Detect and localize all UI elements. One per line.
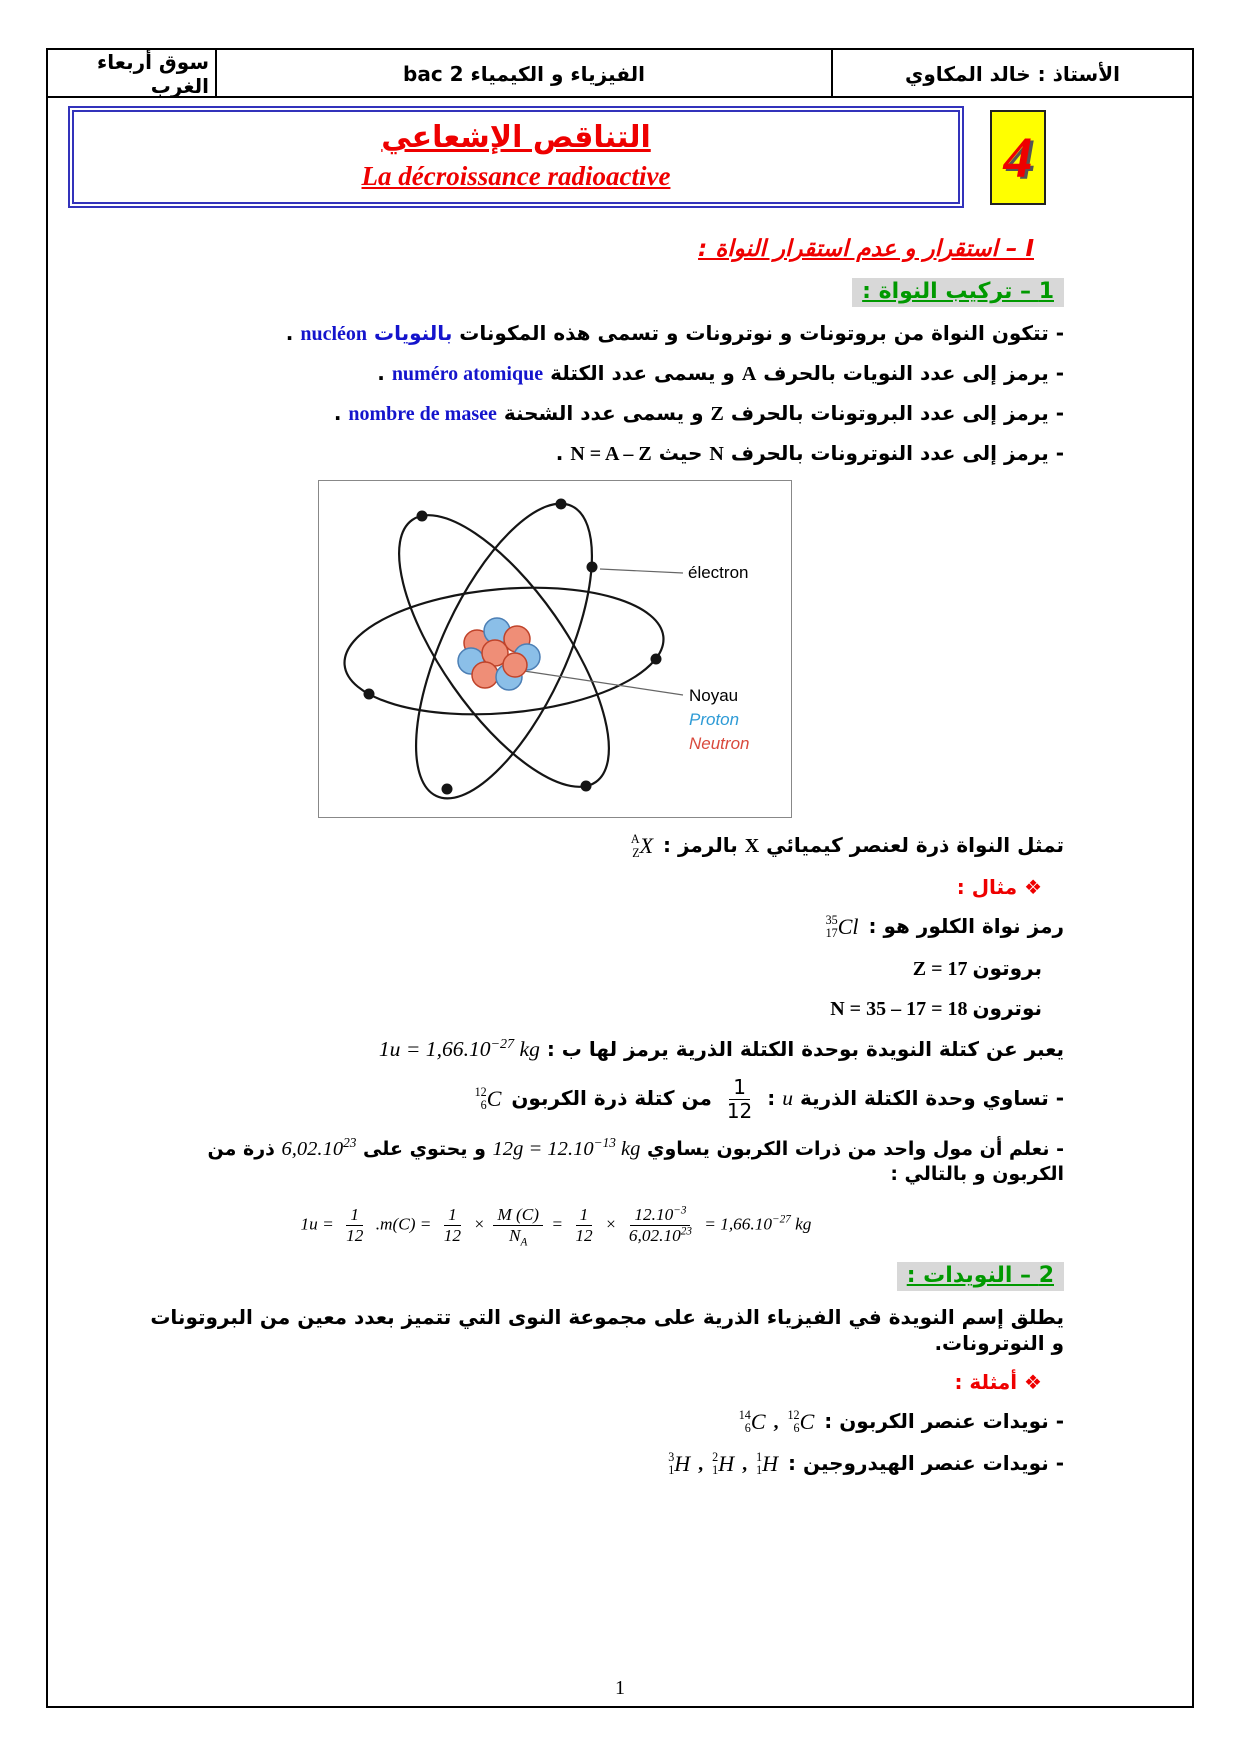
gray-strip: [852, 278, 1064, 307]
nucleus: [458, 618, 540, 690]
text-segment: 23: [343, 1134, 357, 1150]
fraction: [342, 1205, 367, 1246]
carbon-nuclides-line: [148, 1408, 1064, 1437]
bullet-mass-number: [148, 360, 1064, 387]
text-segment: و يسمى عدد الشحنة: [496, 401, 711, 425]
text-segment: تمثل النواة ذرة لعنصر كيميائي: [759, 833, 1064, 857]
text-segment: .: [285, 321, 301, 345]
mass-unit-equality-line: [148, 1076, 1064, 1123]
page-number: 1: [615, 1677, 625, 1699]
atom-svg: [319, 481, 789, 813]
text-segment: ×: [469, 1214, 490, 1234]
nuclide-notation: 12 6 C: [474, 1084, 502, 1113]
text-segment: −13: [593, 1134, 616, 1150]
diagram-labels: [688, 563, 749, 753]
nucleus-symbol-line: [148, 832, 1064, 861]
mole-of-carbon-line: [148, 1136, 1064, 1187]
nuclide-notation: 12 6 C: [787, 1407, 815, 1436]
text-segment: A: [741, 363, 757, 385]
text-segment: =: [547, 1214, 568, 1234]
text-segment: ❖ مثال :: [956, 874, 1042, 899]
lesson-title-french: La décroissance radioactive: [361, 161, 671, 191]
nuclide-notation: 2 1 H: [712, 1449, 735, 1478]
nuclide-notation: A Z X: [630, 832, 654, 860]
text-segment: ,: [768, 1410, 784, 1433]
text-segment: .: [333, 401, 349, 425]
text-segment: .: [377, 361, 392, 385]
text-segment: nucléon: [300, 323, 368, 345]
text-segment: 1: [733, 1074, 746, 1099]
text-segment: 1: [350, 1205, 360, 1224]
section-2-heading: [148, 1262, 1064, 1291]
text-segment: حيث: [651, 441, 710, 465]
sub-1-heading-text: 1 – تركيب النواة :: [862, 279, 1054, 304]
text-segment: 23: [680, 1225, 692, 1238]
text-segment: kg: [790, 1214, 812, 1234]
text-segment: X: [744, 835, 760, 857]
text-segment: 6,02.10: [628, 1225, 681, 1245]
text-segment: Z = 17: [912, 957, 973, 980]
noyau-label: Noyau: [689, 686, 739, 705]
text-segment: .: [555, 441, 571, 465]
text-segment: رمز نواة الكلور هو :: [861, 913, 1064, 938]
text-segment: kg: [514, 1036, 540, 1061]
text-segment: 12: [346, 1225, 364, 1245]
text-segment: 12.10: [634, 1205, 674, 1224]
text-segment: من كتلة ذرة الكربون: [504, 1085, 719, 1110]
text-segment: و يحتوي على: [356, 1137, 493, 1160]
examples-heading: [148, 1369, 1064, 1395]
text-segment: 1u = 1,66.10: [378, 1036, 491, 1061]
text-segment: u: [782, 1085, 794, 1110]
text-segment: −27: [772, 1213, 791, 1226]
text-segment: 6,02.10: [281, 1137, 344, 1160]
text-segment: ,: [693, 1452, 709, 1475]
text-segment: ذرة من الكربون و بالتالي :: [207, 1137, 1064, 1186]
title-row: [48, 98, 1192, 214]
atom-diagram: [318, 480, 792, 818]
text-segment: nombre de masee: [348, 403, 497, 425]
lesson-number-badge: 4: [990, 110, 1046, 205]
section-1-heading: [148, 236, 1034, 262]
text-segment: 12: [443, 1225, 462, 1245]
text-segment: A: [520, 1236, 528, 1249]
proton-count-line: [148, 955, 1064, 982]
text-segment: يعبر عن كتلة النويدة بوحدة الكتلة الذرية يرمز لها ب :: [539, 1036, 1064, 1061]
page-frame: [46, 48, 1194, 1708]
text-segment: = 1,66.10: [699, 1214, 773, 1234]
text-segment: بروتون: [972, 955, 1042, 980]
section-2-heading-text: 2 – النويدات :: [906, 1262, 1054, 1288]
neutron-label: Neutron: [689, 734, 750, 753]
header-subject: الفيزياء و الكيمياء 2 bac: [403, 62, 645, 86]
bullet-neutron-number: [148, 440, 1064, 467]
text-segment: kg: [615, 1137, 641, 1160]
text-segment: 1: [579, 1205, 589, 1224]
text-segment: - نعلم أن مول واحد من ذرات الكربون يساوي: [640, 1137, 1064, 1160]
fraction: [723, 1076, 756, 1123]
text-segment: - تتكون النواة من بروتونات و نوترونات و تسمى هذه المكونات: [452, 321, 1064, 345]
text-segment: −3: [673, 1204, 687, 1217]
bullet-charge-number: [148, 400, 1064, 427]
text-segment: - تساوي وحدة الكتلة الذرية: [793, 1085, 1064, 1110]
fraction: [571, 1205, 596, 1246]
proton-label: Proton: [689, 710, 740, 729]
header-bar: [48, 50, 1192, 98]
text-segment: بالنويات: [367, 321, 453, 345]
text-segment: −27: [490, 1035, 515, 1052]
text-segment: :: [760, 1085, 783, 1110]
text-segment: - نويدات عنصر الهيدروجين :: [781, 1450, 1064, 1475]
text-segment: 12: [726, 1098, 753, 1123]
text-segment: و يسمى عدد الكتلة: [543, 361, 742, 385]
text-segment: - يرمز إلى عدد النوترونات بالحرف: [723, 441, 1064, 465]
fraction: [625, 1205, 696, 1246]
text-segment: 1u =: [300, 1214, 339, 1234]
nuclide-notation: 14 6 C: [738, 1407, 766, 1436]
header-location: سوق أربعاء الغرب: [48, 50, 217, 98]
example-heading: [148, 874, 1064, 900]
text-segment: يطلق إسم النويدة في الفيزياء الذرية على مجموعة النوى التي تتميز بعدد معين من البروتونات و النوترونات.: [150, 1304, 1064, 1355]
text-segment: numéro atomique: [391, 363, 544, 385]
text-segment: بالرمز :: [656, 833, 745, 857]
chlorine-symbol-line: [148, 913, 1064, 942]
mass-unit-formula: [148, 1204, 964, 1249]
text-segment: ,: [737, 1452, 753, 1475]
text-segment: N: [509, 1225, 521, 1245]
text-segment: 1: [448, 1205, 457, 1224]
text-segment: 12g = 12.10: [492, 1137, 594, 1160]
text-segment: - يرمز إلى عدد البروتونات بالحرف: [723, 401, 1064, 425]
fraction: [440, 1205, 465, 1246]
nuclide-notation: 1 1 H: [756, 1449, 779, 1478]
text-segment: .m(C) =: [371, 1214, 436, 1234]
hydrogen-nuclides-line: [148, 1450, 1064, 1479]
header-teacher: الأستاذ : خالد المكاوي: [831, 50, 1192, 98]
formula-group: [281, 1134, 357, 1160]
section-1-sub-1-heading: [148, 278, 1064, 307]
text-segment: N: [709, 443, 724, 465]
text-segment: نوترون: [972, 995, 1042, 1020]
formula-group: [379, 1037, 540, 1061]
text-segment: Z: [710, 403, 724, 425]
text-segment: N = 35 – 17 = 18: [830, 997, 973, 1020]
lesson-title-box: [68, 106, 964, 208]
text-segment: - يرمز إلى عدد النويات بالحرف: [756, 361, 1064, 385]
neutron-count-line: [148, 995, 1064, 1022]
formula-group: [492, 1134, 641, 1160]
text-segment: 12: [575, 1225, 593, 1245]
atomic-mass-unit-line: [148, 1035, 1064, 1063]
bullet-nucleon-definition: [148, 320, 1064, 347]
electron-label: électron: [688, 563, 749, 582]
text-segment: N = A – Z: [570, 443, 652, 465]
text-segment: ×: [600, 1214, 621, 1234]
lesson-title-arabic: التناقص الإشعاعي: [381, 120, 651, 155]
content: [48, 214, 1192, 1478]
gray-strip: [897, 1262, 1064, 1291]
fraction: [493, 1205, 543, 1249]
section-1-heading-text: I – استقرار و عدم استقرار النواة :: [698, 236, 1034, 262]
nuclide-notation: 3 1 H: [668, 1449, 691, 1478]
nuclide-definition-line: [148, 1304, 1064, 1356]
text-segment: - نويدات عنصر الكربون :: [817, 1408, 1064, 1433]
text-segment: M (C): [497, 1205, 540, 1224]
text-segment: ❖ أمثلة :: [954, 1369, 1042, 1394]
nuclide-notation: 35 17 Cl: [825, 913, 859, 941]
